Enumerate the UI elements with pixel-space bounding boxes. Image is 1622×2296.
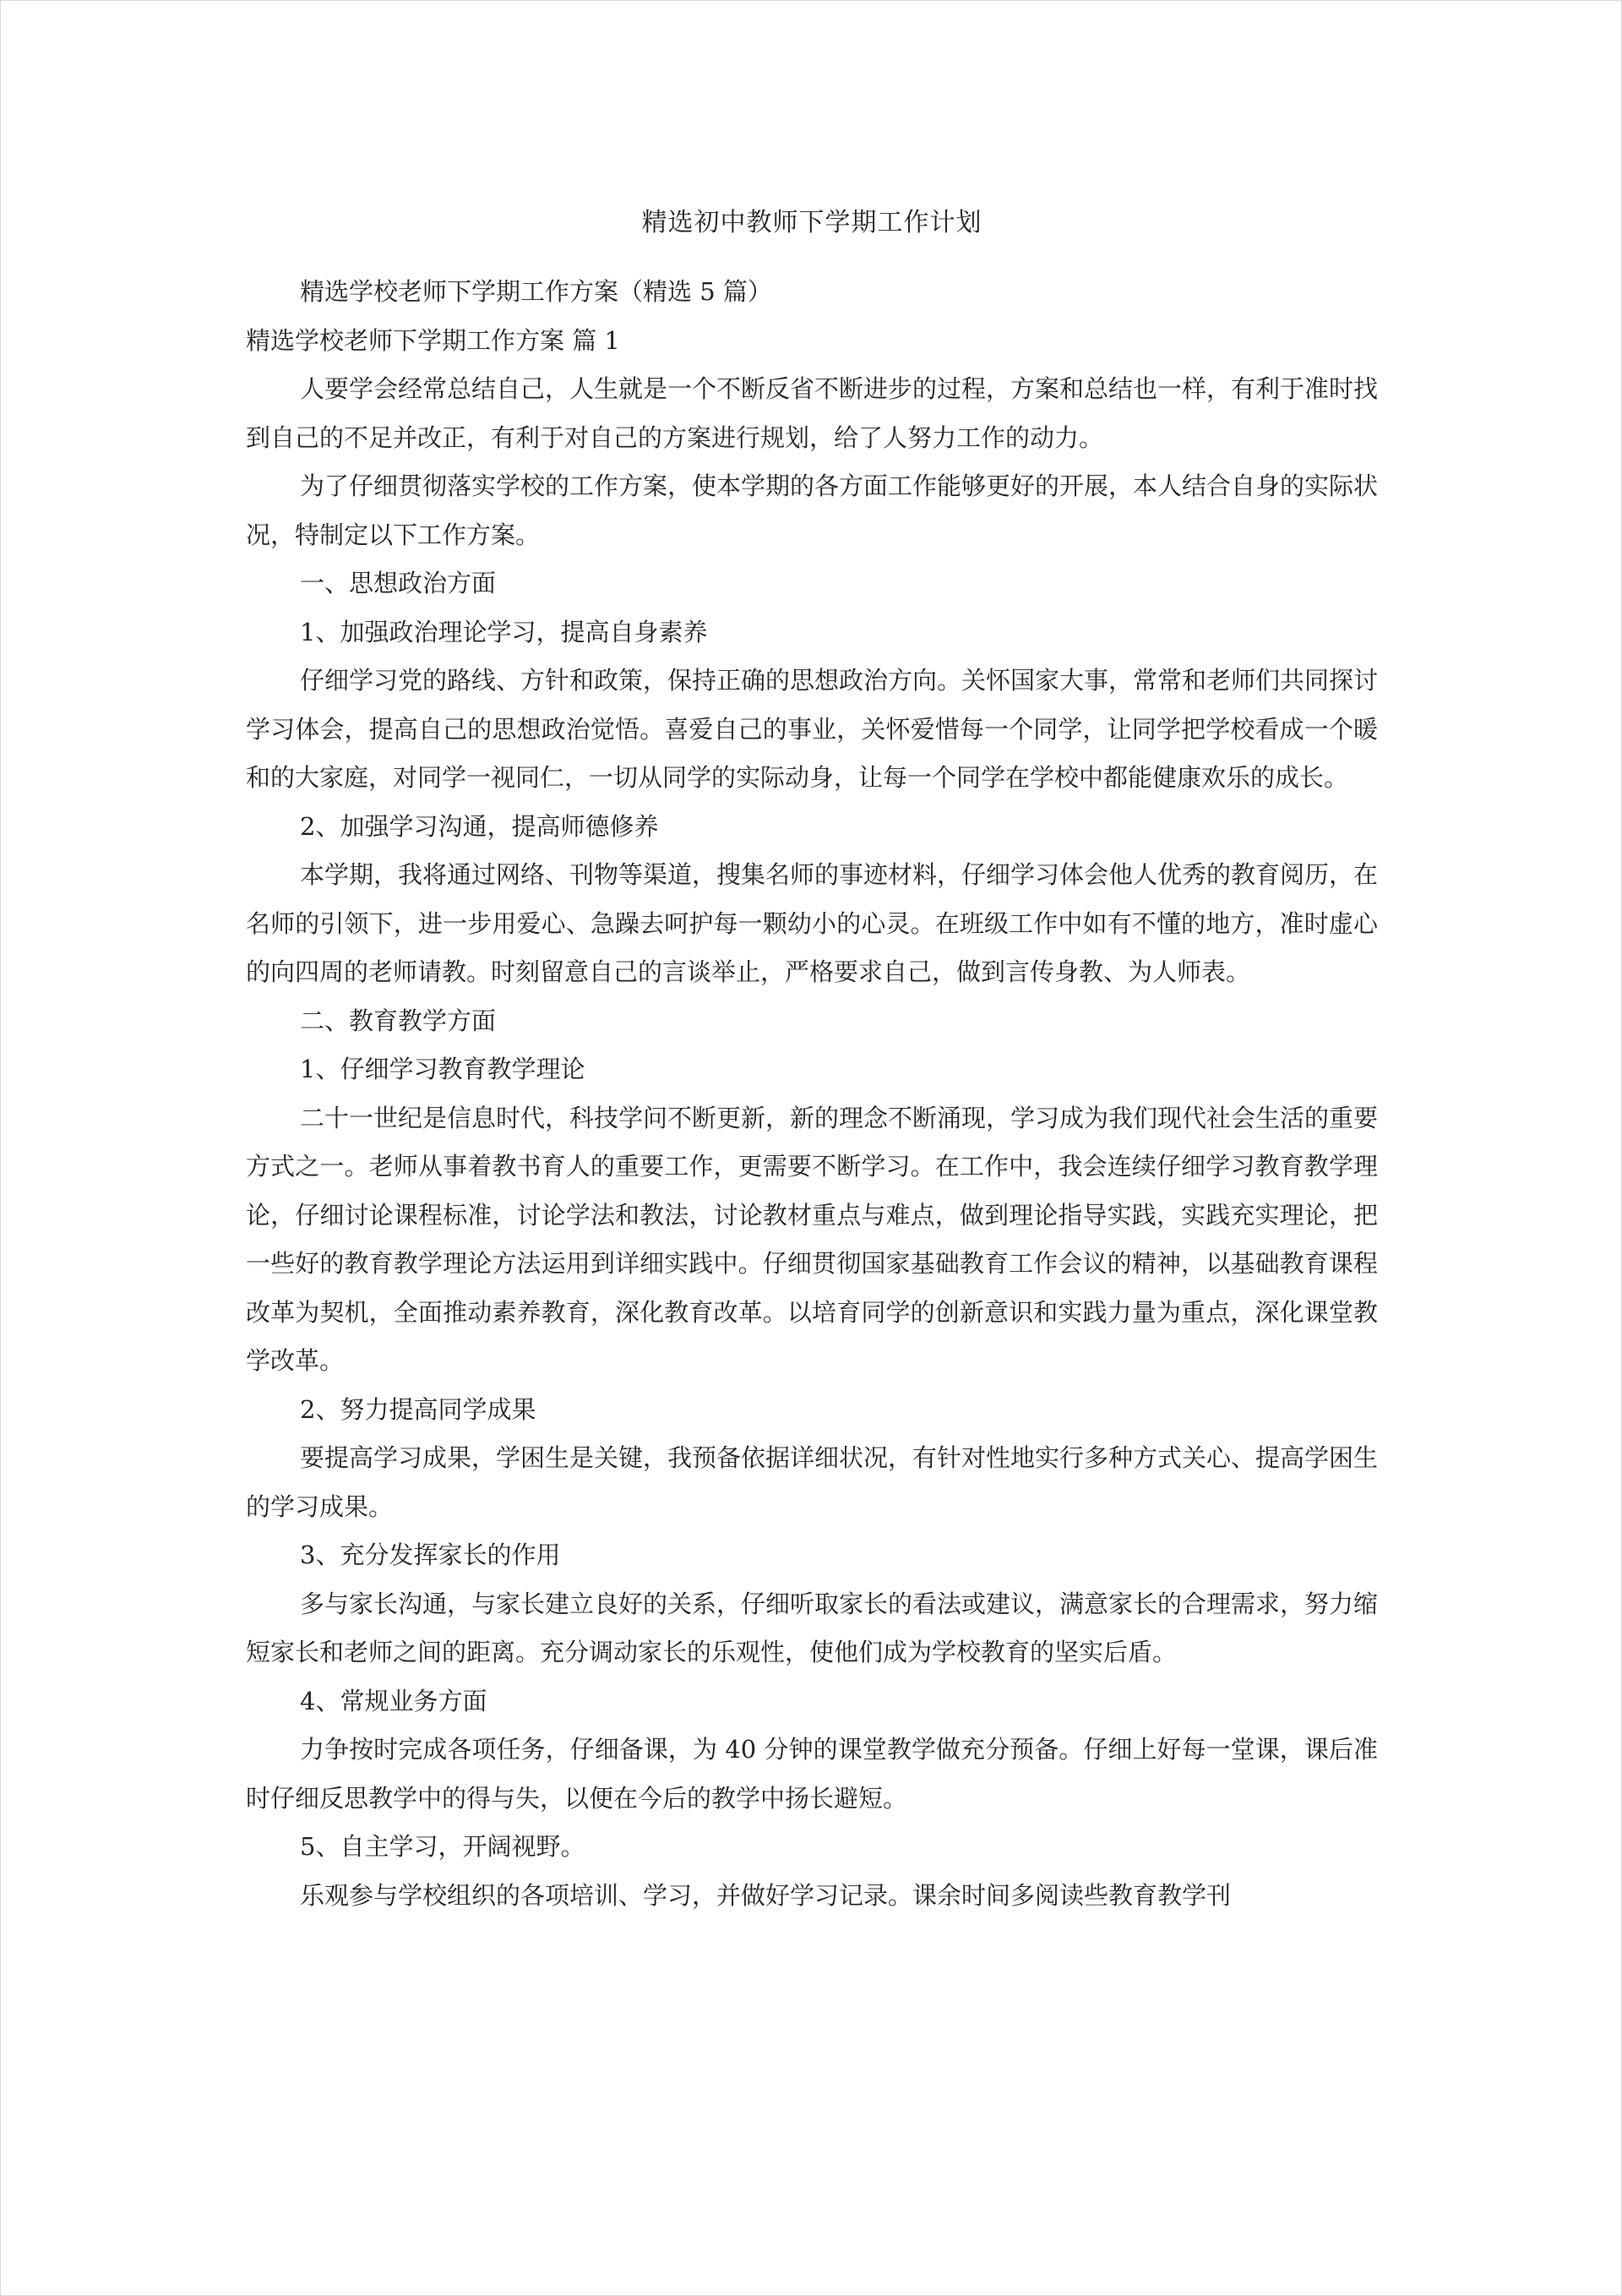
document-body — [246, 191, 1378, 1920]
subsection-heading: 5、自主学习，开阔视野。 — [300, 1832, 585, 1861]
subsection-heading: 4、常规业务方面 — [300, 1686, 487, 1715]
paragraph: 人要学会经常总结自己，人生就是一个不断反省不断进步的过程，方案和总结也一样，有利于准时找到自己的不足并改正，有利于对自己的方案进行规划，给了人努力工作的动力。 — [246, 374, 1379, 452]
paragraph: 力争按时完成各项任务，仔细备课，为 40 分钟的课堂教学做充分预备。仔细上好每一堂课，课后准时仔细反思教学中的得与失，以便在今后的教学中扬长避短。 — [246, 1735, 1378, 1813]
section-heading: 一、思想政治方面 — [300, 569, 497, 597]
subsection-heading: 2、努力提高同学成果 — [300, 1394, 536, 1424]
paragraph: 乐观参与学校组织的各项培训、学习，并做好学习记录。课余时间多阅读些教育教学刊 — [300, 1880, 1232, 1910]
subsection-heading: 3、充分发挥家长的作用 — [300, 1541, 561, 1569]
paragraph: 精选学校老师下学期工作方案（精选 5 篇） — [300, 277, 772, 306]
subsection-heading: 2、加强学习沟通，提高师德修养 — [300, 811, 659, 841]
paragraph: 仔细学习党的路线、方针和政策，保持正确的思想政治方向。关怀国家大事，常常和老师们共同探讨学习体会，提高自己的思想政治觉悟。喜爱自己的事业，关怀爱惜每一个同学，让同学把学校看成一个暖和的大家庭，对同学一视同仁，一切从同学的实际动身，让每一个同学在学校中都能健康欢乐的成长。 — [246, 666, 1379, 792]
paragraph: 本学期，我将通过网络、刊物等渠道，搜集名师的事迹材料，仔细学习体会他人优秀的教育阅历，在名师的引领下，进一步用爱心、急躁去呵护每一颗幼小的心灵。在班级工作中如有不懂的地方，准时虚心的向四周的老师请教。时刻留意自己的言谈举止，严格要求自己，做到言传身教、为人师表。 — [246, 860, 1379, 986]
subsection-heading: 1、仔细学习教育教学理论 — [300, 1055, 585, 1083]
paragraph: 精选学校老师下学期工作方案 篇 1 — [246, 325, 620, 355]
section-heading: 二、教育教学方面 — [300, 1006, 497, 1035]
document-title: 精选初中教师下学期工作计划 — [641, 208, 982, 237]
paragraph: 二十一世纪是信息时代，科技学问不断更新，新的理念不断涌现，学习成为我们现代社会生活的重要方式之一。老师从事着教书育人的重要工作，更需要不断学习。在工作中，我会连续仔细学习教育教学理论，仔细讨论课程标准，讨论学法和教法，讨论教材重点与难点，做到理论指导实践，实践充实理论，把一些好的教育教学理论方法运用到详细实践中。仔细贯彻国家基础教育工作会议的精神，以基础教育课程改革为契机，全面推动素养教育，深化教育改革。以培育同学的创新意识和实践力量为重点，深化课堂教学改革。 — [246, 1103, 1379, 1375]
subsection-heading: 1、加强政治理论学习，提高自身素养 — [300, 617, 708, 646]
paragraph: 多与家长沟通，与家长建立良好的关系，仔细听取家长的看法或建议，满意家长的合理需求，努力缩短家长和老师之间的距离。充分调动家长的乐观性，使他们成为学校教育的坚实后盾。 — [246, 1589, 1379, 1666]
paragraph: 为了仔细贯彻落实学校的工作方案，使本学期的各方面工作能够更好的开展，本人结合自身的实际状况，特制定以下工作方案。 — [246, 472, 1379, 549]
paragraph: 要提高学习成果，学困生是关键，我预备依据详细状况，有针对性地实行多种方式关心、提高学困生的学习成果。 — [246, 1443, 1379, 1521]
